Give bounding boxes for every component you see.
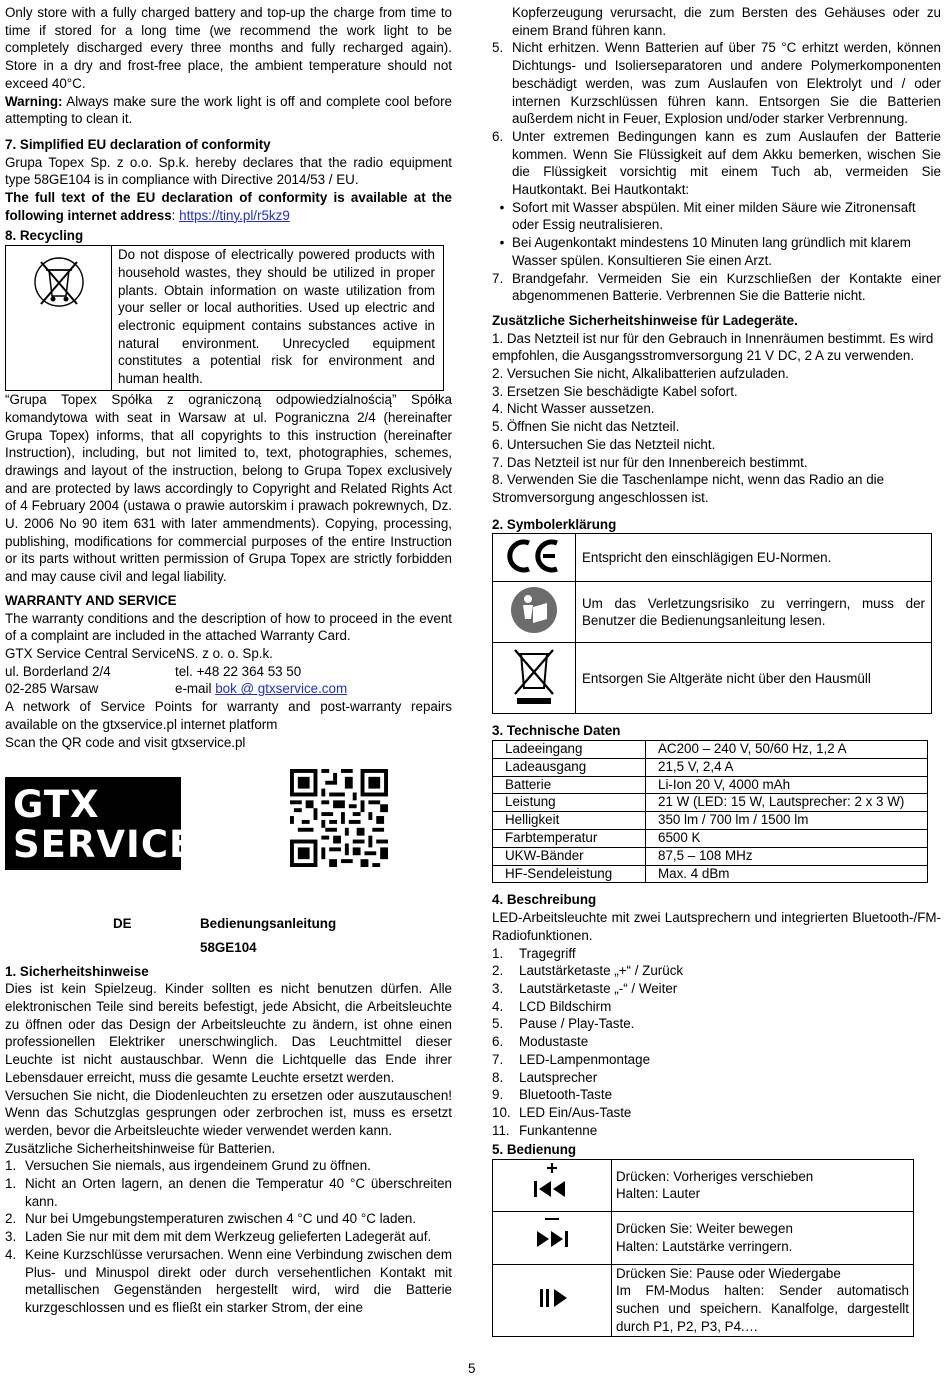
declaration-bold: The full text of the EU declaration of conformity is available at the following internet address <box>5 190 452 223</box>
operation-description <box>612 1264 914 1336</box>
table-row <box>493 812 928 830</box>
warranty-title: WARRANTY AND SERVICE <box>5 592 177 608</box>
table-row <box>493 758 928 776</box>
crossed-bin-icon <box>6 246 112 390</box>
table-row <box>493 1264 914 1336</box>
list-item-number: 1. <box>492 945 504 961</box>
spec-value: AC200 – 240 V, 50/60 Hz, 1,2 A <box>646 741 928 759</box>
list-item-text: Pause / Play-Taste. <box>519 1016 635 1032</box>
press-action: Drücken Sie: Pause oder Wiedergabe <box>616 1265 841 1281</box>
section-7-address <box>5 189 452 224</box>
logo-line-1: GTX <box>13 783 100 827</box>
gtx-service-logo <box>5 777 196 870</box>
list-item-text: Keine Kurzschlüsse verursachen. Wenn eine Verbindung zwischen dem Plus- und Minuspol direkt oder durch versehentlichen Kontakt mit metallischen Gegenständen hergestellt wird, wird die Batterie kurzgeschlossen und es fließt ein starker Strom, der eine <box>25 1246 452 1315</box>
description-text: LED-Arbeitsleuchte mit zwei Lautsprechern und integrierten Bluetooth-/FM-Radiofunktionen. <box>492 910 941 943</box>
list-item-number: 2. <box>5 1211 17 1227</box>
list-item-number: 5. <box>492 40 504 56</box>
operation-table <box>492 1159 914 1337</box>
symbol-description: Entsorgen Sie Altgeräte nicht über den Hausmüll <box>576 643 932 714</box>
symbol-description: Um das Verletzungsrisiko zu verringern, muss der Benutzer die Bedienungsanleitung lesen. <box>576 582 932 643</box>
right-column <box>492 4 941 1337</box>
description-title: 4. Beschreibung <box>492 892 597 908</box>
section-1-text: Dies ist kein Spielzeug. Kinder sollten es nicht benutzen dürfen. Alle elektronischen Teile sind bereits befestigt, jede Absicht, die Arbeitsleuchte zu öffnen oder das Design der Arbeitsleuchte zu ändern, ist ohne einen professionellen Elektriker unerschwinglich. Das Leuchtmittel dieser Leuchte ist nicht austauschbar. Wenn die Lichtquelle das Ende ihrer Lebensdauer erreicht, muss die gesamte Leuchte ersetzt werden. <box>5 981 452 1085</box>
address-row-2 <box>5 680 452 698</box>
de-title-row <box>5 915 452 933</box>
list-item-text: Modustaste <box>519 1034 589 1050</box>
list-item-text: Versuchen Sie niemals, aus irgendeinem Grund zu öffnen. <box>25 1158 371 1174</box>
spec-name: UKW-Bänder <box>493 847 646 865</box>
section-8-title: 8. Recycling <box>5 228 84 244</box>
table-row <box>493 865 928 883</box>
skin-contact-bullets <box>492 199 941 270</box>
list-item <box>492 4 941 39</box>
list-item-text: LED Ein/Aus-Taste <box>519 1104 632 1120</box>
address-row-1 <box>5 663 452 681</box>
spec-name: Ladeeingang <box>493 741 646 759</box>
list-item <box>5 1246 452 1317</box>
qr-code-icon <box>290 769 388 867</box>
service-name: GTX Service Central ServiceNS. z o. o. Sp.k. <box>5 645 273 661</box>
table-row <box>493 830 928 848</box>
copyright-paragraph: “Grupa Topex Spółka z ograniczoną odpowiedzialnością” Spółka komandytowa with seat in Warsaw at ul. Pograniczna 2/4 (hereinafter Grupa Topex) informs, that all copyrights to this instruction (hereinafter Instruction), including, but not limited to, text, photographies, schemes, drawings and layout of the instruction, belong to Grupa Topex exclusively and are protected by laws accordingly to Copyright and Related Rights Act of 4 February 2004 (ustawa o prawie autorskim i prawach pokrewnych, Dz. U. 2006 No 90 item 631 with later ammendments). Copying, processing, publishing, modifications for commercial purposes of the entire Instruction or its parts without written permission of Grupa Topex are strictly forbidden and may cause civil and legal liability. <box>5 392 452 585</box>
logo-line-2: SERVICE <box>13 823 196 867</box>
list-item <box>492 1015 941 1033</box>
list-item-text: Brandgefahr. Vermeiden Sie ein Kurzschließen der Kontakte einer abgenommenen Batterie. Verbrennen Sie die Batterie nicht. <box>512 270 941 304</box>
play-pause-icon <box>493 1264 612 1336</box>
spec-value: Li-Ion 20 V, 4000 mAh <box>646 776 928 794</box>
spec-name: Batterie <box>493 776 646 794</box>
battery-safety-list-continued <box>492 39 941 198</box>
spec-value: Max. 4 dBm <box>646 865 928 883</box>
table-row <box>493 847 928 865</box>
list-item <box>492 1086 941 1104</box>
language-label: DE <box>113 916 132 932</box>
spec-name: Farbtemperatur <box>493 830 646 848</box>
parts-list <box>492 945 941 1140</box>
list-item-number: 4. <box>5 1246 17 1262</box>
list-item-text: Lautstärketaste „-“ / Weiter <box>519 980 678 996</box>
spec-name: Ladeausgang <box>493 758 646 776</box>
recycling-box <box>5 245 444 391</box>
table-row <box>493 1211 914 1264</box>
list-item-number: 4. <box>492 998 504 1014</box>
read-manual-icon <box>493 582 576 643</box>
list-item <box>5 1228 452 1246</box>
left-column <box>5 4 452 1317</box>
battery-safety-heading: Zusätzliche Sicherheitshinweise für Batterien. <box>5 1140 276 1156</box>
warning-text: Always make sure the work light is off and complete cool before attempting to clean it. <box>5 93 452 127</box>
spec-name: Helligkeit <box>493 812 646 830</box>
email-link[interactable]: bok @ gtxservice.com <box>215 681 348 697</box>
list-item: 4. Nicht Wasser aussetzen. <box>492 401 655 417</box>
scan-qr-text: Scan the QR code and visit gtxservice.pl <box>5 734 246 750</box>
list-item: 7. Das Netzteil ist nur für den Innenbereich bestimmt. <box>492 454 808 470</box>
list-item-number: 11. <box>492 1122 510 1138</box>
spec-value: 87,5 – 108 MHz <box>646 847 928 865</box>
list-item-number: 3. <box>5 1229 17 1245</box>
recycling-text: Do not dispose of electrically powered products with household wastes, they should be utilized in proper plants. Obtain information on waste utilization from your seller or local authorities. Used up electric and electronic equipment contains substances active in natural environment. Unrecycled equipment constitutes a potential risk for environment and human health. <box>118 247 435 387</box>
hold-action: Im FM-Modus halten: Sender automatisch suchen und speichern. Kanalfolge, dargestellt durch P1, P2, P3, P4.… <box>616 1283 909 1334</box>
list-item-text: Lautsprecher <box>519 1069 598 1085</box>
hold-action: Halten: Lauter <box>616 1186 701 1202</box>
list-item-number: 8. <box>492 1069 504 1085</box>
list-item <box>492 1051 941 1069</box>
bullet-text: Sofort mit Wasser abspülen. Mit einer milden Säure wie Zitronensaft oder Essig neutralisieren. <box>512 199 916 233</box>
symbols-title: 2. Symbolerklärung <box>492 516 617 532</box>
crossed-bin-icon <box>493 643 576 714</box>
list-item-text: Nur bei Umgebungstemperaturen zwischen 4 °C und 40 °C laden. <box>25 1211 417 1227</box>
list-item <box>492 1033 941 1051</box>
press-action: Drücken Sie: Weiter bewegen <box>616 1221 793 1237</box>
list-item-text: Nicht an Orten lagern, an denen die Temperatur 40 °C überschreiten kann. <box>25 1176 452 1209</box>
manual-title: Bedienungsanleitung <box>200 916 337 932</box>
list-item: 3. Ersetzen Sie beschädigte Kabel sofort. <box>492 383 738 399</box>
section-1-title: 1. Sicherheitshinweise <box>5 963 149 979</box>
charger-safety-list <box>492 330 941 507</box>
list-item: 6. Untersuchen Sie das Netzteil nicht. <box>492 436 716 452</box>
list-item <box>492 998 941 1016</box>
declaration-colon: : <box>171 207 180 223</box>
list-item <box>492 980 941 998</box>
list-item <box>5 1175 452 1210</box>
volume-plus-previous-icon <box>493 1160 612 1212</box>
bullet-item <box>492 199 941 234</box>
list-item <box>492 1122 941 1140</box>
list-item: 2. Versuchen Sie nicht, Alkalibatterien aufzuladen. <box>492 366 790 382</box>
list-item-number: 2. <box>492 963 504 979</box>
list-item-number: 1. <box>5 1158 17 1174</box>
list-item-number: 3. <box>492 980 504 996</box>
list-item-text: Kopferzeugung verursacht, die zum Bersten des Gehäuses oder zu einem Brand führen kann. <box>512 5 941 38</box>
list-item-text: Tragegriff <box>519 945 576 961</box>
list-item-text: Funkantenne <box>519 1122 598 1138</box>
list-item-text: Unter extremen Bedingungen kann es zum Auslaufen der Batterie kommen. Wenn Sie Flüssigkeit auf dem Akku bemerken, wischen Sie die Flüssigkeit vorsichtig mit einem Tuch ab, vermeiden Sie Hautkontakt. Bei Hautkontakt: <box>512 128 941 198</box>
list-item <box>492 1069 941 1087</box>
operation-description <box>612 1160 914 1212</box>
charger-safety-title: Zusätzliche Sicherheitshinweise für Ladegeräte. <box>492 312 798 328</box>
tech-data-title: 3. Technische Daten <box>492 723 621 739</box>
warning-paragraph <box>5 93 452 128</box>
table-row <box>493 776 928 794</box>
tech-data-table <box>492 740 928 883</box>
list-item <box>492 945 941 963</box>
volume-minus-next-icon <box>493 1211 612 1264</box>
hold-action: Halten: Lautstärke verringern. <box>616 1238 793 1254</box>
storage-paragraph: Only store with a fully charged battery and top-up the charge from time to time if stored for a long time (we recommend the work light to be completely discharged every three months and fully recharged again). Store in a dry and frost-free place, the ambient temperature should not exceed 40°C. <box>5 5 452 91</box>
list-item: 8. Verwenden Sie die Taschenlampe nicht, wenn das Radio an die Stromversorgung angeschlossen ist. <box>492 472 885 505</box>
service-network-text: A network of Service Points for warranty and post-warranty repairs available on the gtxservice.pl internet platform <box>5 699 452 732</box>
list-item-number: 7. <box>492 270 504 286</box>
spec-name: HF-Sendeleistung <box>493 865 646 883</box>
list-item: 1. Das Netzteil ist nur für den Gebrauch in Innenräumen bestimmt. Es wird empfohlen, die Ausgangsstromversorgung 21 V DC, 2 A zu verwenden. <box>492 330 934 364</box>
list-item-number: 9. <box>492 1087 504 1103</box>
email-label: e-mail <box>175 681 216 697</box>
spec-value: 21,5 V, 2,4 A <box>646 758 928 776</box>
list-item: 5. Öffnen Sie nicht das Netzteil. <box>492 419 680 435</box>
email-line <box>175 680 347 698</box>
logo-row <box>5 769 452 899</box>
declaration-link[interactable]: https://tiny.pl/r5kz9 <box>179 207 290 223</box>
list-item-text: Lautstärketaste „+“ / Zurück <box>519 963 684 979</box>
table-row <box>493 643 932 714</box>
list-item <box>492 128 941 199</box>
list-item <box>492 1104 941 1122</box>
list-item-number: 7. <box>492 1051 504 1067</box>
list-item-text: LCD Bildschirm <box>519 998 612 1014</box>
spec-name: Leistung <box>493 794 646 812</box>
warranty-text: The warranty conditions and the description of how to proceed in the event of a complaint are included in the attached Warranty Card. <box>5 610 452 644</box>
spec-value: 350 lm / 700 lm / 1500 lm <box>646 812 928 830</box>
street-address: ul. Borderland 2/4 <box>5 663 111 679</box>
section-7-text: Grupa Topex Sp. z o.o. Sp.k. hereby declares that the radio equipment type 58GE104 is in compliance with Directive 2014/53 / EU. <box>5 154 452 188</box>
press-action: Drücken: Vorheriges verschieben <box>616 1168 814 1184</box>
table-row <box>493 741 928 759</box>
list-item-number: 6. <box>492 128 504 144</box>
battery-safety-list <box>5 1157 452 1316</box>
warning-label: Warning: <box>5 93 63 109</box>
operation-title: 5. Bedienung <box>492 1142 577 1158</box>
spec-value: 6500 K <box>646 830 928 848</box>
table-row <box>493 534 932 582</box>
list-item <box>492 39 941 128</box>
list-item-number: 1. <box>5 1176 17 1192</box>
list-item-number: 10. <box>492 1104 511 1120</box>
list-item-text: LED-Lampenmontage <box>519 1051 651 1067</box>
list-item <box>492 270 941 305</box>
bullet-text: Bei Augenkontakt mindestens 10 Minuten lang gründlich mit klarem Wasser spülen. Konsultieren Sie einen Arzt. <box>512 235 911 268</box>
operation-description <box>612 1211 914 1264</box>
list-item-number: 6. <box>492 1034 504 1050</box>
phone-number: tel. +48 22 364 53 50 <box>175 663 302 679</box>
spec-value: 21 W (LED: 15 W, Lautsprecher: 2 x 3 W) <box>646 794 928 812</box>
bullet-icon: • <box>499 235 505 251</box>
list-item-text: Bluetooth-Taste <box>519 1087 613 1103</box>
list-item <box>5 1157 452 1175</box>
list-item-text: Laden Sie nur mit dem mit dem Werkzeug gelieferten Ladegerät auf. <box>25 1229 432 1245</box>
list-item <box>5 1210 452 1228</box>
bullet-item <box>492 234 941 269</box>
symbol-description: Entspricht den einschlägigen EU-Normen. <box>576 534 932 582</box>
list-item-number: 5. <box>492 1016 504 1032</box>
table-row <box>493 794 928 812</box>
symbols-table <box>492 533 932 714</box>
list-item-text: Nicht erhitzen. Wenn Batterien auf über 75 °C erhitzt werden, können Dichtungs- und Isolierseparatoren und andere Polymerkomponenten beschädigt werden, was zum Auslaufen von Elektrolyt und / oder internen Kurzschlüssen führen kann. Entsorgen Sie die Batterien außerdem nicht in Feuer, Explosion und/oder starker Verbrennung. <box>512 40 941 127</box>
ce-mark-icon <box>493 534 576 582</box>
table-row <box>493 582 932 643</box>
section-7-title: 7. Simplified EU declaration of conformity <box>5 136 271 152</box>
list-item <box>492 962 941 980</box>
model-number: 58GE104 <box>200 939 257 955</box>
postal-city: 02-285 Warsaw <box>5 681 99 697</box>
section-1-text-2: Versuchen Sie nicht, die Diodenleuchten zu ersetzen oder auszutauschen! Wenn das Schutzglas gesprungen oder zerbrochen ist, muss es ersetzt werden, bevor die Arbeitsleuchte wieder verwendet werden kann. <box>5 1087 452 1138</box>
bullet-icon: • <box>499 199 505 215</box>
table-row <box>493 1160 914 1212</box>
page-number: 5 <box>468 1361 476 1376</box>
